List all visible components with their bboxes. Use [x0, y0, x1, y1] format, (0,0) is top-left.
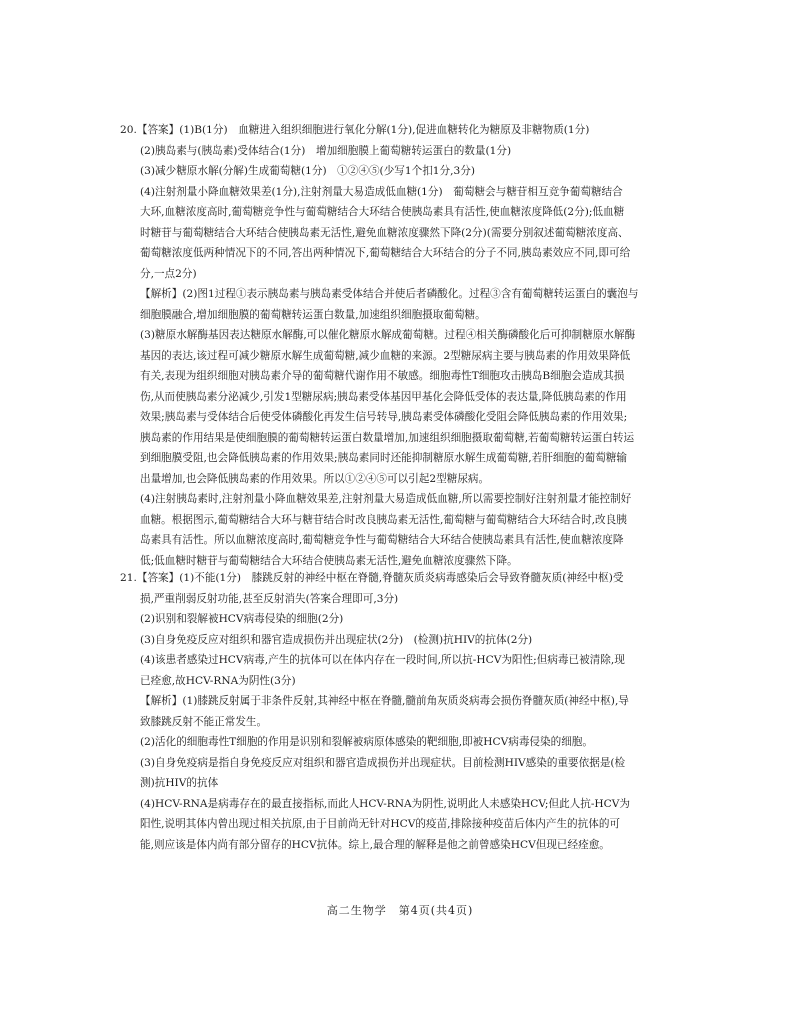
analysis-line: 能,则应该是体内尚有部分留存的HCV抗体。综上,最合理的解释是他之前曾感染HCV但现已经痊愈。: [140, 838, 610, 851]
question-21-answer: [120, 568, 688, 855]
analysis-line: 血糖。根据图示,葡萄糖结合大环与糖苷结合时改良胰岛素无活性,葡萄糖与葡萄糖结合大环结合时,改良胰: [140, 513, 627, 526]
analysis-line: 效果;胰岛素与受体结合后使受体磷酸化再发生信号转导,胰岛素受体磷酸化受阻会降低胰岛素的作用效果;: [140, 411, 628, 423]
analysis-line: 【解析】(2)图1过程①表示胰岛素与胰岛素受体结合并使后者磷酸化。过程③含有葡萄糖转运蛋白的囊泡与: [140, 288, 639, 300]
analysis-line: 有关,表现为组织细胞对胰岛素介导的葡萄糖代谢作用不敏感。细胞毒性T细胞攻击胰岛B细胞会造成其损: [140, 370, 625, 382]
answer-line: (2)胰岛素与(胰岛素)受体结合(1分) 增加细胞膜上葡萄糖转运蛋白的数量(1分): [140, 144, 512, 157]
answer-line: 大环,血糖浓度高时,葡萄糖竞争性与葡萄糖结合大环结合使胰岛素具有活性,使血糖浓度降低(2分);低血糖: [140, 206, 625, 218]
answer-line: 损,严重削弱反射功能,甚至反射消失(答案合理即可,3分): [140, 592, 399, 605]
answer-line: 21.【答案】(1)不能(1分) 膝跳反射的神经中枢在脊髓,脊髓灰质炎病毒感染后会导致脊髓灰质(神经中枢)受: [120, 572, 624, 584]
analysis-line: (2)活化的细胞毒性T细胞的作用是识别和裂解被病原体感染的靶细胞,即被HCV病毒侵染的细胞。: [140, 736, 593, 748]
analysis-line: 阳性,说明其体内曾出现过相关抗原,由于目前尚无针对HCV的疫苗,排除接种疫苗后体内产生的抗体的可: [140, 818, 621, 830]
analysis-line: 细胞膜融合,增加细胞膜的葡萄糖转运蛋白数量,加速组织细胞摄取葡萄糖。: [140, 308, 486, 321]
analysis-line: 基因的表达,该过程可减少糖原水解生成葡萄糖,减少血糖的来源。2型糖尿病主要与胰岛素的作用效果降低: [140, 349, 631, 362]
analysis-line: 伤,从而使胰岛素分泌减少,引发1型糖尿病;胰岛素受体基因甲基化会降低受体的表达量,降低胰岛素的作用: [140, 390, 627, 403]
analysis-line: 岛素具有活性。所以血糖浓度高时,葡萄糖竞争性与葡萄糖结合大环结合使胰岛素具有活性,使血糖浓度降: [140, 534, 624, 546]
answer-line: 葡萄糖浓度低两种情况下的不同,答出两种情况下,葡萄糖结合大环结合的分子不同,胰岛素效应不同,即可给: [140, 247, 631, 259]
analysis-line: 测)抗HIV的抗体: [140, 777, 219, 789]
analysis-line: 胰岛素的作用结果是使细胞膜的葡萄糖转运蛋白数量增加,加速组织细胞摄取葡萄糖,若葡萄糖转运蛋白转运: [140, 431, 635, 444]
analysis-line: 【解析】(1)膝跳反射属于非条件反射,其神经中枢在脊髓,髓前角灰质炎病毒会损伤脊髓灰质(神经中枢),导: [140, 695, 629, 707]
answer-line: (4)注射剂量小降血糖效果差(1分),注射剂量大易造成低血糖(1分) 葡萄糖会与糖苷相互竞争葡萄糖结合: [140, 185, 623, 198]
answer-line: 时糖苷与葡萄糖结合大环结合使胰岛素无活性,避免血糖浓度骤然下降(2分)(需要分别叙述葡萄糖浓度高、: [140, 226, 629, 239]
page-footer: 高二生物学 第4页(共4页): [326, 904, 474, 917]
answer-line: (3)自身免疫反应对组织和器官造成损伤并出现症状(2分) (检测)抗HIV的抗体(2分): [140, 633, 533, 646]
analysis-line: 出量增加,也会降低胰岛素的作用效果。所以①②④⑤可以引起2型糖尿病。: [140, 472, 490, 485]
answer-line: (3)减少糖原水解(分解)生成葡萄糖(1分) ①②④⑤(少写1个扣1分,3分): [140, 165, 475, 177]
answer-line: (2)识别和裂解被HCV病毒侵染的细胞(2分): [140, 613, 344, 625]
analysis-line: 致膝跳反射不能正常发生。: [140, 715, 268, 728]
answer-line: (4)该患者感染过HCV病毒,产生的抗体可以在体内存在一段时间,所以抗-HCV为阳性;但病毒已被清除,现: [140, 654, 625, 666]
analysis-line: 低;低血糖时糖苷与葡萄糖结合大环结合使胰岛素无活性,避免血糖浓度骤然下降。: [140, 554, 518, 567]
analysis-line: 到细胞膜受阻,也会降低胰岛素的作用效果;胰岛素同时还能抑制糖原水解生成葡萄糖,若肝细胞的葡萄糖输: [140, 452, 628, 464]
answer-line: 已痊愈,故HCV-RNA为阴性(3分): [140, 674, 296, 687]
analysis-line: (3)自身免疫病是指自身免疫反应对组织和器官造成损伤并出现症状。目前检测HIV感染的重要依据是(检: [140, 756, 626, 769]
analysis-line: (4)注射胰岛素时,注射剂量小降血糖效果差,注射剂量大易造成低血糖,所以需要控制好注射剂量才能控制好: [140, 493, 632, 505]
answer-line: 20.【答案】(1)B(1分) 血糖进入组织细胞进行氧化分解(1分),促进血糖转化为糖原及非糖物质(1分): [120, 124, 590, 136]
analysis-line: (4)HCV-RNA是病毒存在的最直接指标,而此人HCV-RNA为阴性,说明此人未感染HCV;但此人抗-HCV为: [140, 797, 631, 810]
answer-line: 分,一点2分): [140, 267, 197, 280]
analysis-line: (3)糖原水解酶基因表达糖原水解酶,可以催化糖原水解成葡萄糖。过程④相关酶磷酸化后可抑制糖原水解酶: [140, 329, 636, 341]
question-20-answer: [120, 120, 688, 571]
